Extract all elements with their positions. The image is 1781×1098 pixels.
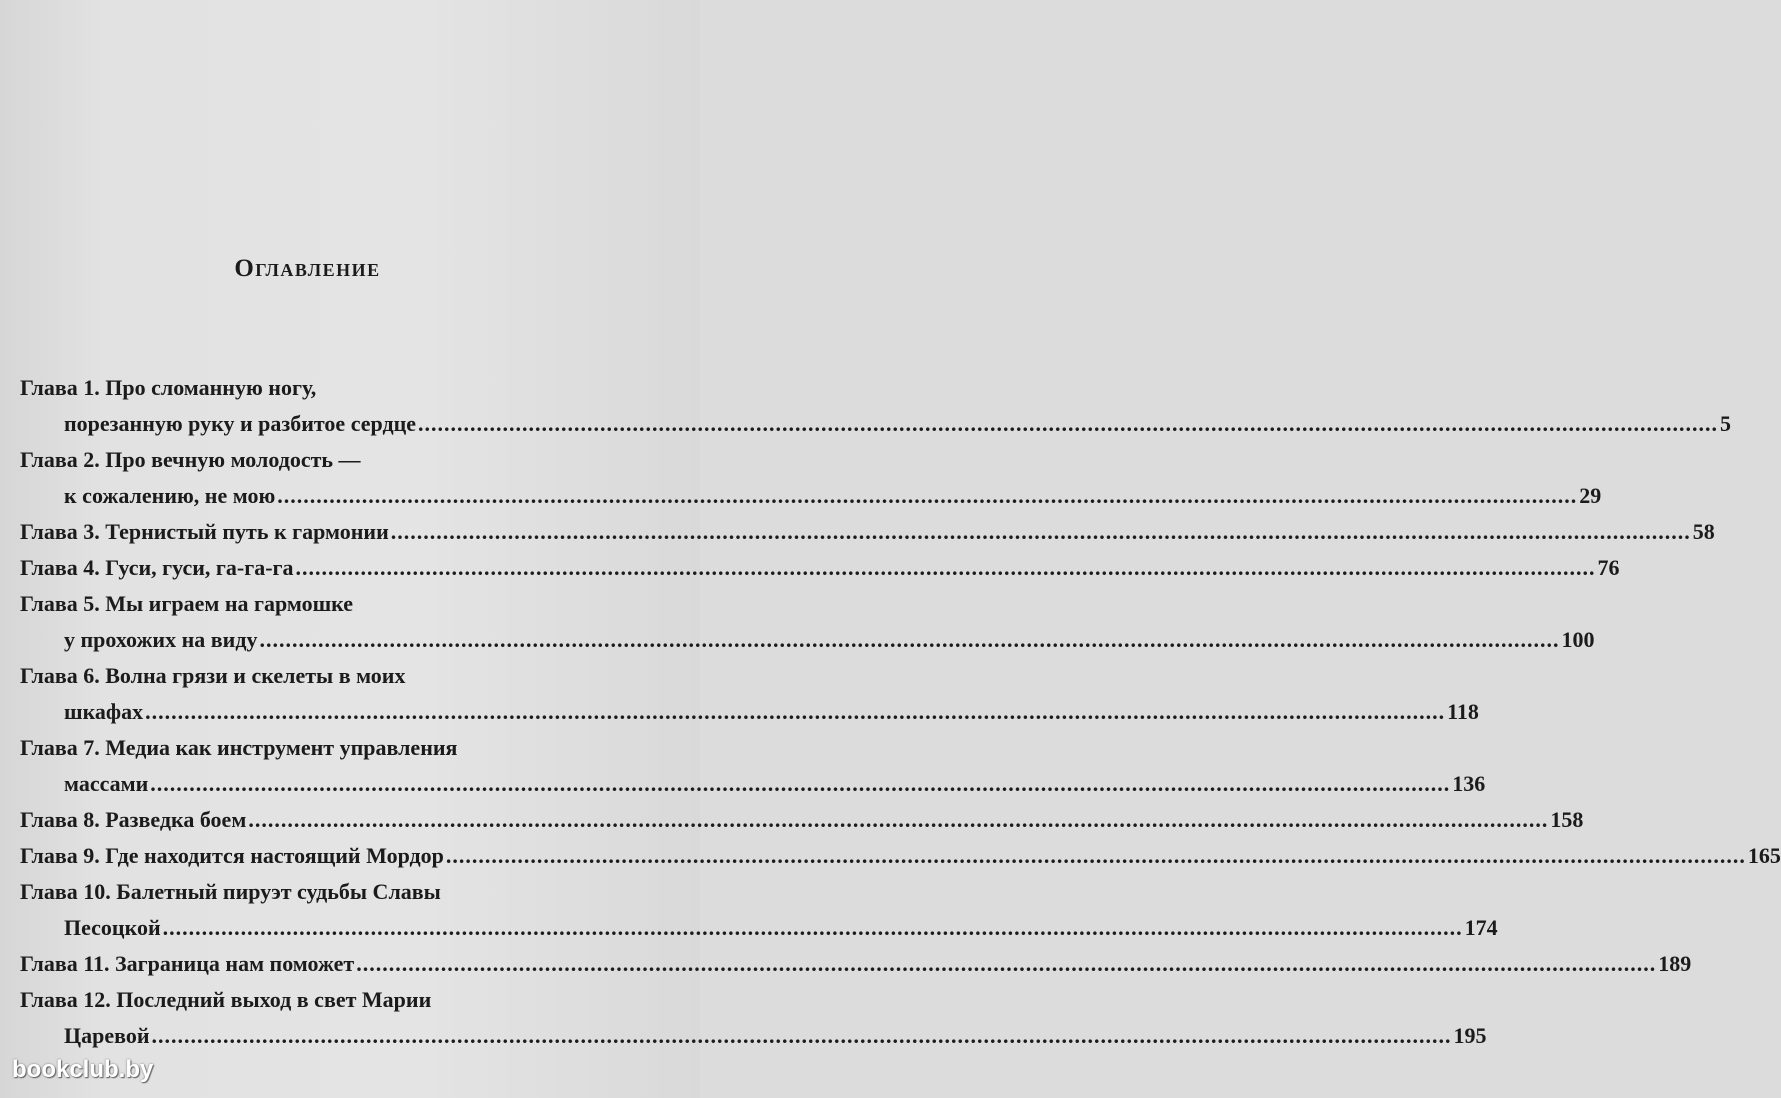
toc-entry-title-line: к сожалению, не мою bbox=[64, 483, 276, 508]
toc-entry-title-line: Глава 6. Волна грязи и скелеты в моих bbox=[20, 663, 406, 688]
toc-page-number: 165 bbox=[1747, 843, 1781, 868]
leader-dots: ........................................................................................................................................................................................................ bbox=[248, 807, 1549, 832]
leader-dots: ........................................................................................................................................................................................................ bbox=[418, 411, 1719, 436]
toc-entry-title-line: Глава 11. Заграница нам поможет bbox=[20, 951, 355, 976]
leader-dots: ........................................................................................................................................................................................................ bbox=[390, 519, 1691, 544]
toc-page-number: 76 bbox=[1597, 555, 1620, 580]
toc-entry bbox=[20, 658, 1479, 730]
toc-page-number: 189 bbox=[1658, 951, 1692, 976]
leader-dots: ........................................................................................................................................................................................................ bbox=[259, 627, 1560, 652]
toc-entry bbox=[20, 514, 1715, 550]
toc-page-number: 100 bbox=[1561, 627, 1595, 652]
toc-entry bbox=[20, 874, 1498, 946]
toc-page-number: 174 bbox=[1464, 915, 1498, 940]
toc-entry-title-line: Глава 12. Последний выход в свет Марии bbox=[20, 987, 432, 1012]
toc-entry-title-line: Глава 10. Балетный пируэт судьбы Славы bbox=[20, 879, 441, 904]
leader-dots: ........................................................................................................................................................................................................ bbox=[295, 555, 1596, 580]
leader-dots: ........................................................................................................................................................................................................ bbox=[145, 699, 1446, 724]
leader-dots: ........................................................................................................................................................................................................ bbox=[277, 483, 1578, 508]
leader-dots: ........................................................................................................................................................................................................ bbox=[445, 843, 1746, 868]
watermark: bookclub.by bbox=[12, 1056, 154, 1083]
toc-entry-title-line: Глава 9. Где находится настоящий Мордор bbox=[20, 843, 444, 868]
toc-heading: Оглавление bbox=[234, 255, 381, 282]
table-of-contents bbox=[20, 370, 1781, 1054]
toc-entry bbox=[20, 442, 1602, 514]
toc-entry-title-line: массами bbox=[64, 771, 149, 796]
toc-entry bbox=[20, 370, 1732, 442]
toc-page-number: 195 bbox=[1453, 1023, 1487, 1048]
toc-entry-title-line: Глава 4. Гуси, гуси, га-га-га bbox=[20, 555, 294, 580]
toc-entry-title-line: Глава 1. Про сломанную ногу, bbox=[20, 375, 317, 400]
toc-page-number: 158 bbox=[1550, 807, 1584, 832]
toc-page-number: 118 bbox=[1447, 699, 1479, 724]
toc-entry bbox=[20, 982, 1487, 1054]
toc-page-number: 5 bbox=[1720, 411, 1732, 436]
leader-dots: ........................................................................................................................................................................................................ bbox=[356, 951, 1657, 976]
toc-entry-title-line: Песоцкой bbox=[64, 915, 161, 940]
leader-dots: ........................................................................................................................................................................................................ bbox=[162, 915, 1463, 940]
toc-entry-title-line: шкафах bbox=[64, 699, 144, 724]
toc-page-number: 136 bbox=[1452, 771, 1486, 796]
toc-entry-title-line: у прохожих на виду bbox=[64, 627, 258, 652]
toc-entry-title-line: Глава 7. Медиа как инструмент управления bbox=[20, 735, 458, 760]
toc-entry-title-line: порезанную руку и разбитое сердце bbox=[64, 411, 417, 436]
toc-entry-title-line: Царевой bbox=[64, 1023, 150, 1048]
toc-entry bbox=[20, 946, 1692, 982]
toc-entry-title-line: Глава 3. Тернистый путь к гармонии bbox=[20, 519, 389, 544]
toc-entry-title-line: Глава 5. Мы играем на гармошке bbox=[20, 591, 354, 616]
toc-page-number: 58 bbox=[1692, 519, 1715, 544]
toc-entry bbox=[20, 838, 1781, 874]
toc-entry bbox=[20, 802, 1584, 838]
toc-page-number: 29 bbox=[1579, 483, 1602, 508]
leader-dots: ........................................................................................................................................................................................................ bbox=[151, 1023, 1452, 1048]
toc-entry-title-line: Глава 2. Про вечную молодость — bbox=[20, 447, 361, 472]
toc-entry-title-line: Глава 8. Разведка боем bbox=[20, 807, 247, 832]
bleed-through-text bbox=[90, 80, 690, 103]
toc-entry bbox=[20, 730, 1486, 802]
toc-entry bbox=[20, 550, 1620, 586]
toc-entry bbox=[20, 586, 1595, 658]
leader-dots: ........................................................................................................................................................................................................ bbox=[150, 771, 1451, 796]
